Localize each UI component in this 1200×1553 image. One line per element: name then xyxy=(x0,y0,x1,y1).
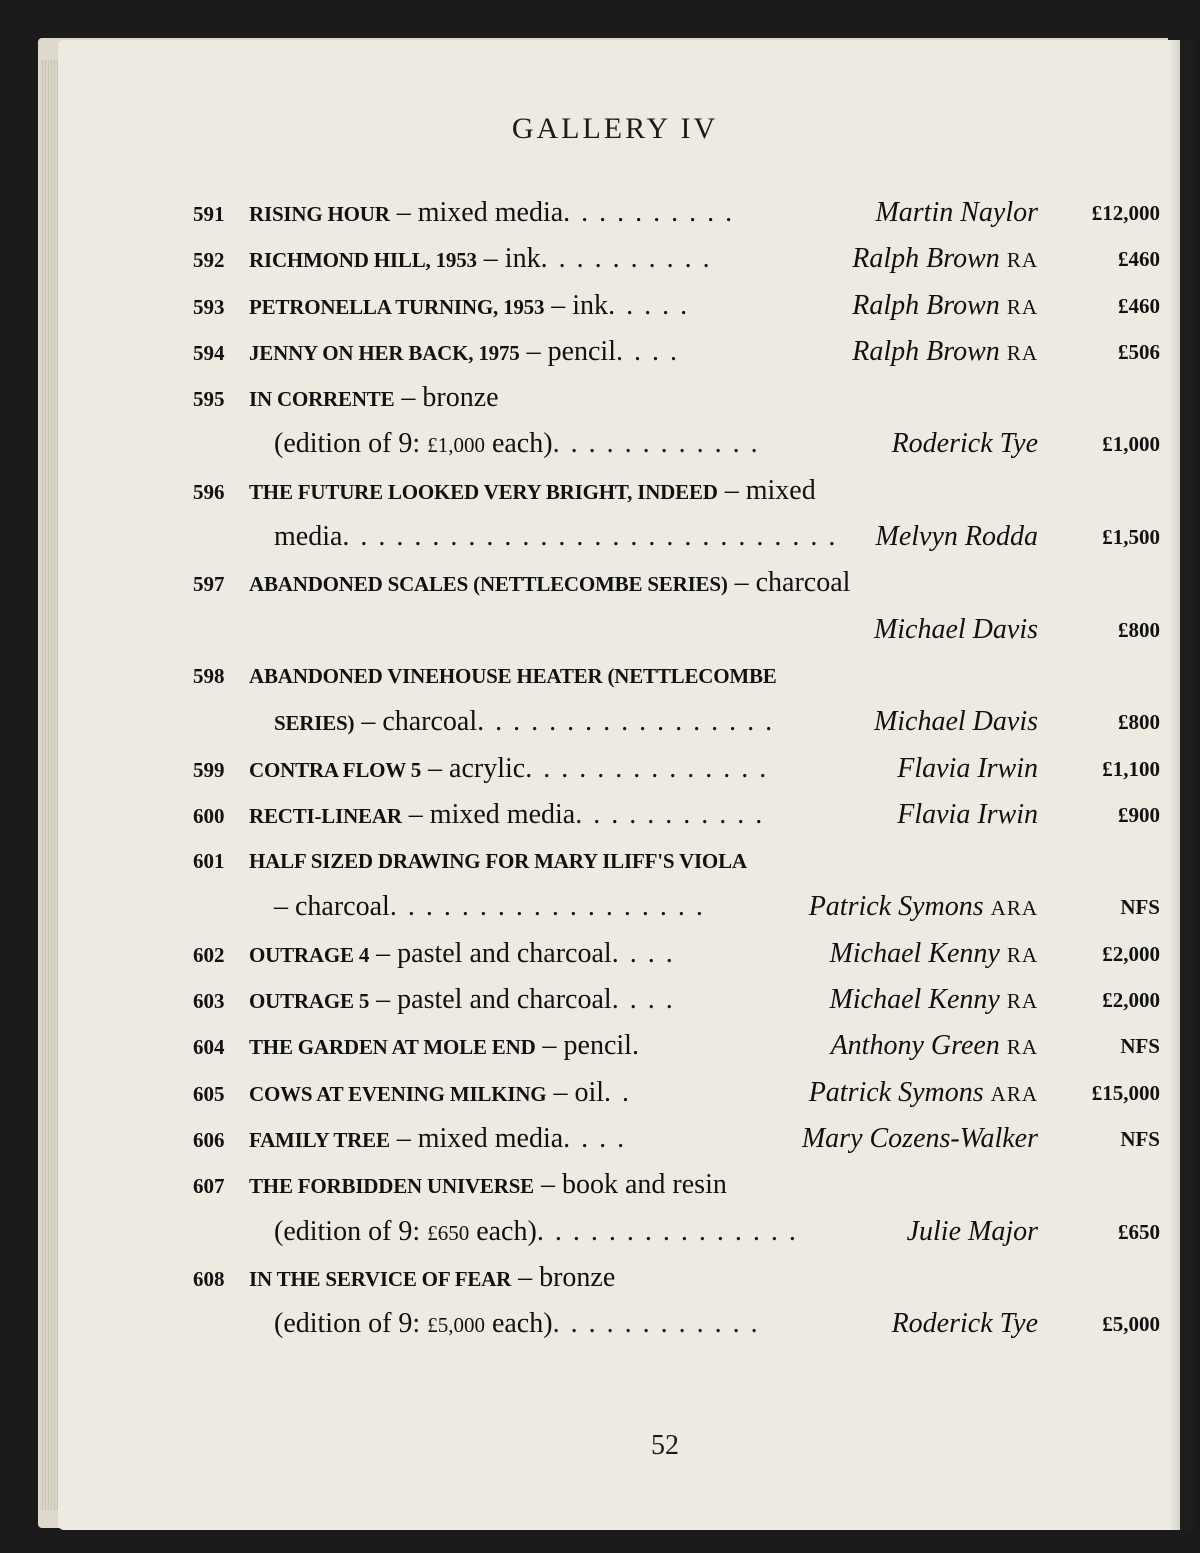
page-title: GALLERY IV xyxy=(511,112,719,145)
book-gutter xyxy=(1170,40,1200,1530)
price: £800 xyxy=(1118,617,1160,642)
catalogue-entries xyxy=(193,190,1168,1347)
artist-name: Roderick Tye xyxy=(891,1308,1038,1340)
list-item: 592 RICHMOND HILL, 1953 – ink. . . . . . . . . . Ralph Brown RA £460 xyxy=(193,236,1168,282)
artist-name: Martin Naylor xyxy=(875,197,1038,228)
page-number: 52 xyxy=(651,1430,679,1461)
list-item: 602 OUTRAGE 4 – pastel and charcoal. . . . Michael Kenny RA £2,000 xyxy=(193,931,1168,977)
list-item-continuation: (edition of 9: £650 each). . . . . . . . . . . . . . . Julie Major £650 xyxy=(193,1209,1168,1255)
price: £15,000 xyxy=(1091,1080,1160,1105)
artist-name: Ralph Brown xyxy=(852,289,1000,321)
price: NFS xyxy=(1120,895,1160,920)
price: £900 xyxy=(1118,802,1160,827)
honour: ARA xyxy=(990,896,1038,921)
list-item: 608 IN THE SERVICE OF FEAR – bronze xyxy=(193,1261,616,1293)
list-item: 596 THE FUTURE LOOKED VERY BRIGHT, INDEED – mixed xyxy=(193,474,816,506)
price: £12,000 xyxy=(1091,201,1160,225)
artist-name: Patrick Symons xyxy=(808,1076,984,1108)
list-item: 598 ABANDONED VINEHOUSE HEATER (NETTLECOMBE xyxy=(193,663,777,688)
price: £460 xyxy=(1118,247,1160,272)
list-item-continuation: (edition of 9: £5,000 each). . . . . . . . . . . . Roderick Tye £5,000 xyxy=(193,1301,1168,1347)
price: £5,000 xyxy=(1102,1312,1160,1337)
list-item: 606 FAMILY TREE – mixed media. . . . Mary Cozens-Walker NFS xyxy=(193,1116,1168,1162)
artist-name: Flavia Irwin xyxy=(897,798,1038,830)
price: NFS xyxy=(1120,1034,1160,1059)
list-item: 597 ABANDONED SCALES (NETTLECOMBE SERIES) – charcoal xyxy=(193,567,851,599)
artist-name: Michael Davis xyxy=(873,613,1038,645)
list-item: 594 JENNY ON HER BACK, 1975 – pencil. . . . Ralph Brown RA £506 xyxy=(193,329,1168,375)
honour: RA xyxy=(1006,942,1038,967)
artist-name: Anthony Green xyxy=(830,1030,1000,1062)
list-item: 600 RECTI-LINEAR – mixed media. . . . . . . . . . . Flavia Irwin £900 xyxy=(193,792,1168,838)
price: £650 xyxy=(1118,1219,1160,1244)
price: £2,000 xyxy=(1102,941,1160,966)
list-item-continuation: SERIES) – charcoal. . . . . . . . . . . . . . . . . Michael Davis £800 xyxy=(193,699,1168,745)
price: £460 xyxy=(1118,293,1160,318)
list-item: 601 HALF SIZED DRAWING FOR MARY ILIFF'S VIOLA xyxy=(193,849,747,874)
price: £800 xyxy=(1118,710,1160,735)
list-item: 595 IN CORRENTE – bronze xyxy=(193,382,499,414)
price: £1,500 xyxy=(1102,525,1160,550)
artist-name: Julie Major xyxy=(906,1215,1038,1247)
honour: RA xyxy=(1006,1035,1038,1060)
list-item: 604 THE GARDEN AT MOLE END – pencil. Anthony Green RA NFS xyxy=(193,1023,1168,1069)
price: £2,000 xyxy=(1102,988,1160,1013)
list-item: 591 RISING HOUR – mixed media. . . . . . . . . . Martin Naylor £12,000 xyxy=(193,190,1168,236)
artist-name: Ralph Brown xyxy=(852,243,1000,275)
page-edges xyxy=(40,60,58,1510)
price: £1,100 xyxy=(1102,756,1160,781)
price: NFS xyxy=(1120,1126,1160,1151)
list-item: 605 COWS AT EVENING MILKING – oil. . Patrick Symons ARA £15,000 xyxy=(193,1070,1168,1116)
price: £1,000 xyxy=(1102,432,1160,457)
artist-name: Ralph Brown xyxy=(852,335,1000,367)
honour: RA xyxy=(1006,340,1038,365)
artist-name: Roderick Tye xyxy=(891,428,1038,460)
artist-name: Michael Kenny xyxy=(829,984,1000,1016)
artist-name: Patrick Symons xyxy=(808,891,984,923)
artist-name: Mary Cozens-Walker xyxy=(801,1122,1038,1154)
artist-name: Flavia Irwin xyxy=(897,752,1038,784)
honour: RA xyxy=(1006,989,1038,1014)
list-item-continuation: – charcoal. . . . . . . . . . . . . . . . . . Patrick Symons ARA NFS xyxy=(193,884,1168,930)
honour: RA xyxy=(1006,294,1038,319)
honour: RA xyxy=(1006,248,1038,273)
honour: ARA xyxy=(990,1081,1038,1106)
list-item: 599 CONTRA FLOW 5 – acrylic. . . . . . . . . . . . . . Flavia Irwin £1,100 xyxy=(193,746,1168,792)
price: £506 xyxy=(1118,339,1160,364)
artist-name: Michael Davis xyxy=(873,706,1038,738)
list-item-continuation xyxy=(193,607,1168,653)
artist-name: Michael Kenny xyxy=(829,937,1000,969)
list-item: 593 PETRONELLA TURNING, 1953 – ink. . . . . Ralph Brown RA £460 xyxy=(193,283,1168,329)
list-item: 607 THE FORBIDDEN UNIVERSE – book and resin xyxy=(193,1169,727,1201)
list-item: 603 OUTRAGE 5 – pastel and charcoal. . . . Michael Kenny RA £2,000 xyxy=(193,977,1168,1023)
list-item-continuation: media. . . . . . . . . . . . . . . . . . . . . . . . . . . . Melvyn Rodda £1,500 xyxy=(193,514,1168,560)
list-item-continuation: (edition of 9: £1,000 each). . . . . . . . . . . . Roderick Tye £1,000 xyxy=(193,421,1168,467)
artist-name: Melvyn Rodda xyxy=(875,521,1038,553)
